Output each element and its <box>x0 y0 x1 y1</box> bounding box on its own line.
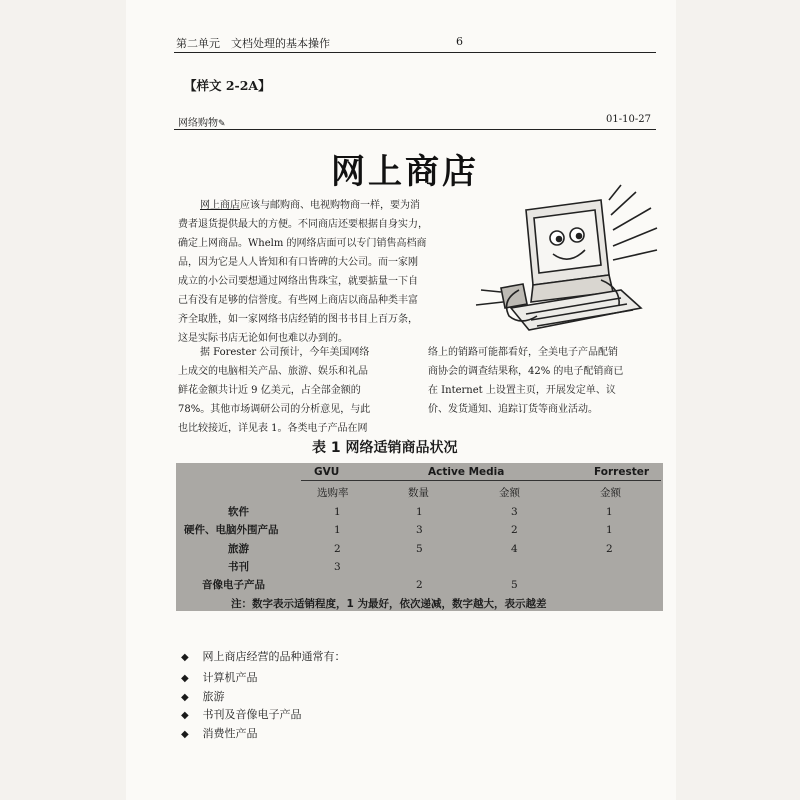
group-header-gvu: GVU <box>314 466 340 478</box>
document-page <box>126 0 676 800</box>
list-heading: ◆ 网上商店经营的品种通常有： <box>181 650 346 663</box>
meta-left: 网络购物✎ <box>178 118 226 129</box>
table-title: 表 1 网络适销商品状况 <box>312 440 458 456</box>
paragraph-2 <box>178 343 426 438</box>
table-cell: 1 <box>334 524 341 536</box>
pencil-icon: ✎ <box>218 119 226 129</box>
header-rule <box>174 52 656 53</box>
table-cell: 5 <box>416 543 423 555</box>
paragraph-1-line: 网上商店应该与邮购商、电视购物商一样，要为消 <box>200 200 420 211</box>
table-cell: 3 <box>511 506 518 518</box>
table-cell: 1 <box>334 506 341 518</box>
sales-table <box>176 463 663 611</box>
subheader: 数量 <box>408 487 429 499</box>
paragraph-1-line: 这是实际书店无论如何也难以办到的。 <box>178 333 348 344</box>
lead-term: 网上商店 <box>200 200 240 211</box>
article-title: 网上商店 <box>331 152 479 192</box>
paragraph-1-line: 成立的小公司要想通过网络出售珠宝，就要掂量一下自 <box>178 276 418 287</box>
table-cell: 4 <box>511 543 518 555</box>
subheader: 选购率 <box>317 487 349 499</box>
diamond-bullet-icon: ◆ <box>181 673 189 684</box>
paragraph-3-line: 商协会的调查结果称，42% 的电子配销商已 <box>428 366 624 377</box>
row-label: 旅游 <box>228 543 249 555</box>
list-item: ◆ 书刊及音像电子产品 <box>181 708 302 721</box>
row-label: 书刊 <box>228 561 249 573</box>
computer-clipart <box>471 180 661 345</box>
table-cell: 2 <box>334 543 341 555</box>
paragraph-1-line: 齐全取胜，如一家网络书店经销的图书书目上百万条， <box>178 314 418 325</box>
paragraph-2-line: 上成交的电脑相关产品、旅游、娱乐和礼品 <box>178 366 368 377</box>
header-title: 第二单元 文档处理的基本操作 <box>176 37 330 50</box>
diamond-bullet-icon: ◆ <box>181 652 189 663</box>
list-item: ◆ 计算机产品 <box>181 671 258 684</box>
list-item: ◆ 消费性产品 <box>181 727 258 740</box>
row-label: 音像电子产品 <box>202 579 265 591</box>
table-cell: 1 <box>606 524 613 536</box>
subheader: 金额 <box>499 487 520 499</box>
diamond-bullet-icon: ◆ <box>181 710 189 721</box>
diamond-bullet-icon: ◆ <box>181 729 189 740</box>
meta-date: 01-10-27 <box>606 114 651 125</box>
row-label: 硬件、电脑外围产品 <box>184 524 279 536</box>
paragraph-3 <box>428 343 656 419</box>
sample-label: 【样文 2-2A】 <box>184 78 271 93</box>
paragraph-1 <box>178 196 493 348</box>
table-cell: 1 <box>416 506 423 518</box>
table-cell: 1 <box>606 506 613 518</box>
running-header <box>176 35 463 51</box>
table-note: 注：数字表示适销程度，1 为最好，依次递减，数字越大，表示越差 <box>231 598 547 610</box>
page-number: 6 <box>456 35 463 48</box>
group-header-active-media: Active Media <box>428 466 505 478</box>
table-cell: 2 <box>511 524 518 536</box>
paragraph-1-line: 费者退货提供最大的方便。不同商店还要根据自身实力， <box>178 219 428 230</box>
table-cell: 3 <box>334 561 341 573</box>
paragraph-3-line: 价、发货通知、追踪订货等商业活动。 <box>428 404 598 415</box>
table-cell: 3 <box>416 524 423 536</box>
table-cell: 5 <box>511 579 518 591</box>
paragraph-2-line: 鲜花金额共计近 9 亿美元，占全部金额的 <box>178 385 361 396</box>
table-cell: 2 <box>606 543 613 555</box>
paragraph-3-line: 在 Internet 上设置主页，开展发定单、议 <box>428 385 616 396</box>
paragraph-2-line: 78%。其他市场调研公司的分析意见，与此 <box>178 404 371 415</box>
table-header-rule <box>301 480 661 481</box>
meta-rule <box>174 129 656 130</box>
paragraph-1-line: 己有没有足够的信誉度。有些网上商店以商品种类丰富 <box>178 295 418 306</box>
paragraph-1-line: 品，因为它是人人皆知和有口皆碑的大公司。而一家刚 <box>178 257 418 268</box>
paragraph-1-line: 确定上网商品。Whelm 的网络店面可以专门销售高档商 <box>178 238 427 249</box>
group-header-forrester: Forrester <box>594 466 650 478</box>
row-label: 软件 <box>228 506 249 518</box>
list-item: ◆ 旅游 <box>181 690 225 703</box>
paragraph-2-line: 也比较接近，详见表 1。各类电子产品在网 <box>178 423 368 434</box>
paragraph-2-line: 据 Forester 公司预计，今年美国网络 <box>200 347 370 358</box>
paragraph-3-line: 络上的销路可能都看好，全美电子产品配销 <box>428 347 618 358</box>
subheader: 金额 <box>600 487 621 499</box>
table-cell: 2 <box>416 579 423 591</box>
diamond-bullet-icon: ◆ <box>181 692 189 703</box>
